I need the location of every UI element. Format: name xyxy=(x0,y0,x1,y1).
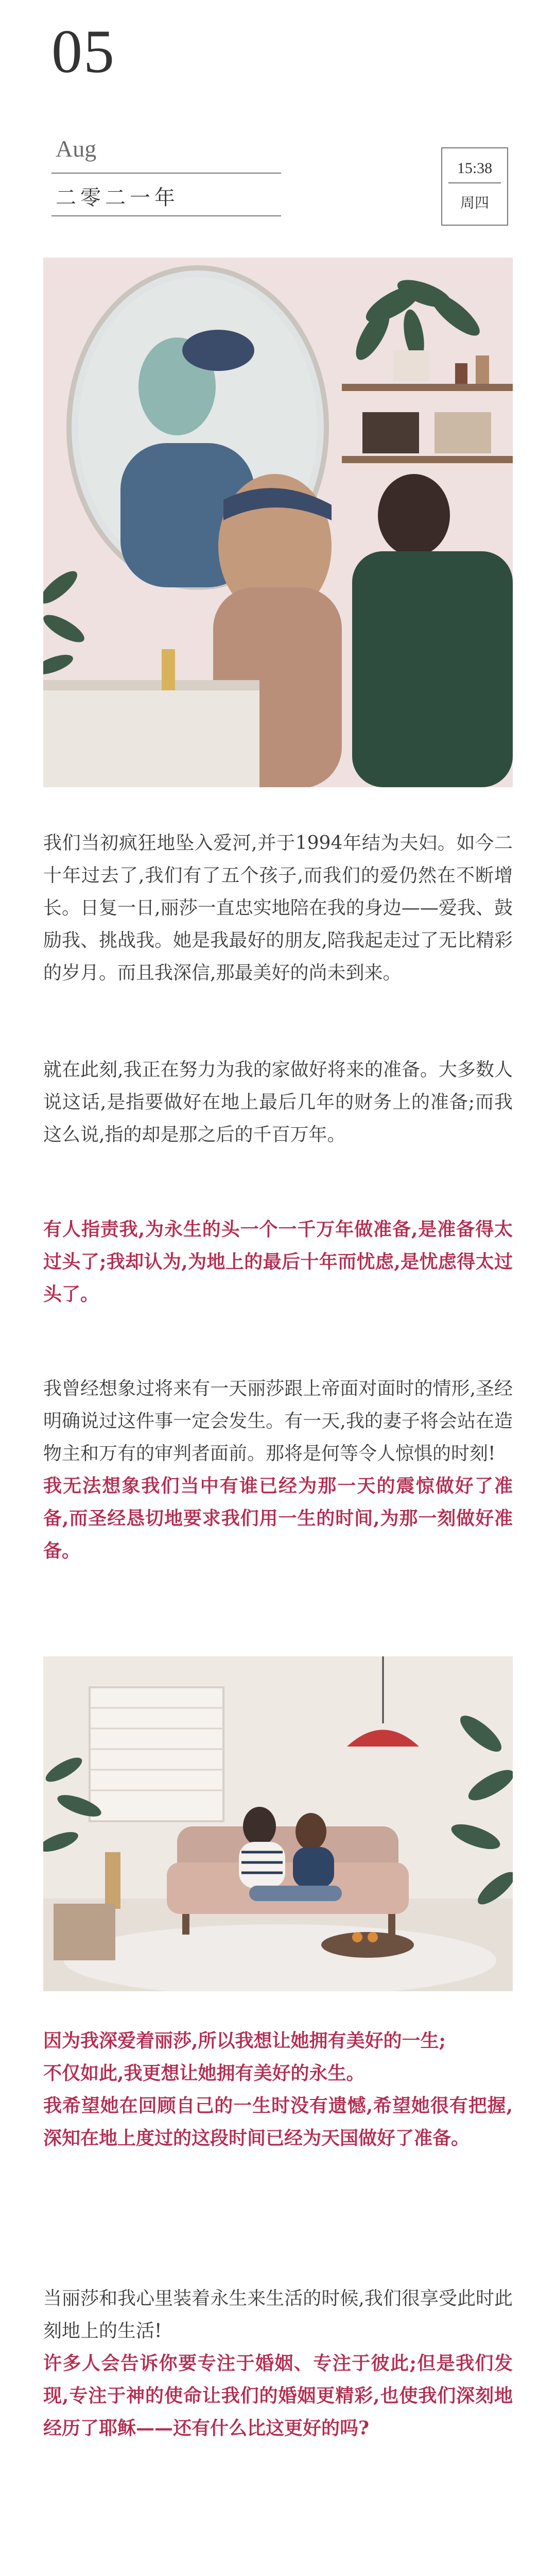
time-label: 15:38 xyxy=(457,160,493,177)
paragraph-4b-text: 我无法想象我们当中有谁已经为那一天的震惊做好了准备,而圣经恳切地要求我们用一生的时间,为那一刻做好准备。 xyxy=(43,1475,513,1562)
date-month: Aug xyxy=(56,135,97,162)
paragraph-6b-text: 许多人会告诉你要专注于婚姻、专注于彼此;但是我们发现,专注于神的使命让我们的婚姻更精彩,也使我们深刻地经历了耶稣——还有什么比这更好的吗? xyxy=(43,2352,513,2439)
paragraph-6 xyxy=(43,2282,513,2445)
date-day: 05 xyxy=(51,17,115,86)
paragraph-5b-text: 不仅如此,我更想让她拥有美好的永生。 xyxy=(43,2062,365,2084)
paragraph-1-text: 我们当初疯狂地坠入爱河,并于1994年结为夫妇。如今二十年过去了,我们有了五个孩子,而我们的爱仍然在不断增长。日复一日,丽莎一直忠实地陪在我的身边——爱我、鼓励我、挑战我。她是我最好的朋友,陪我起走过了无比精彩的岁月。而且我深信,那最美好的尚未到来。 xyxy=(43,833,513,984)
date-year-chinese: 二零二一年 xyxy=(56,186,179,210)
illustration-couple-sofa-art xyxy=(43,1656,513,1991)
illustration-couple-mirror-art xyxy=(43,258,513,787)
paragraph-6a-text: 当丽莎和我心里装着永生来生活的时候,我们很享受此时此刻地上的生活! xyxy=(43,2288,513,2342)
illustration-couple-sofa xyxy=(43,1656,513,1991)
paragraph-2-text: 就在此刻,我正在努力为我的家做好将来的准备。大多数人说这话,是指要做好在地上最后几年的财务上的准备;而我这么说,指的却是那之后的千百万年。 xyxy=(43,1059,513,1145)
paragraph-1 xyxy=(43,827,513,989)
paragraph-3-text: 有人指责我,为永生的头一个一千万年做准备,是准备得太过头了;我却认为,为地上的最后十年而忧虑,是忧虑得太过头了。 xyxy=(43,1218,513,1305)
weekday-label: 周四 xyxy=(460,194,489,211)
paragraph-2 xyxy=(43,1054,513,1151)
paragraph-5c-text: 我希望她在回顾自己的一生时没有遗憾,希望她很有把握,深知在地上度过的这段时间已经为天国做好了准备。 xyxy=(43,2095,513,2149)
paragraph-5a-text: 因为我深爱着丽莎,所以我想让她拥有美好的一生; xyxy=(43,2030,446,2052)
header-divider-bottom xyxy=(51,215,281,216)
header-divider-top xyxy=(51,173,281,174)
paragraph-4a-text: 我曾经想象过将来有一天丽莎跟上帝面对面时的情形,圣经明确说过这件事一定会发生。有一天,我的妻子将会站在造物主和万有的审判者面前。那将是何等令人惊惧的时刻! xyxy=(43,1378,513,1464)
illustration-couple-mirror xyxy=(43,258,513,787)
paragraph-4 xyxy=(43,1372,513,1567)
paragraph-3 xyxy=(43,1213,513,1311)
time-box xyxy=(441,147,508,226)
paragraph-5 xyxy=(43,2025,513,2155)
time-box-divider xyxy=(448,182,501,183)
